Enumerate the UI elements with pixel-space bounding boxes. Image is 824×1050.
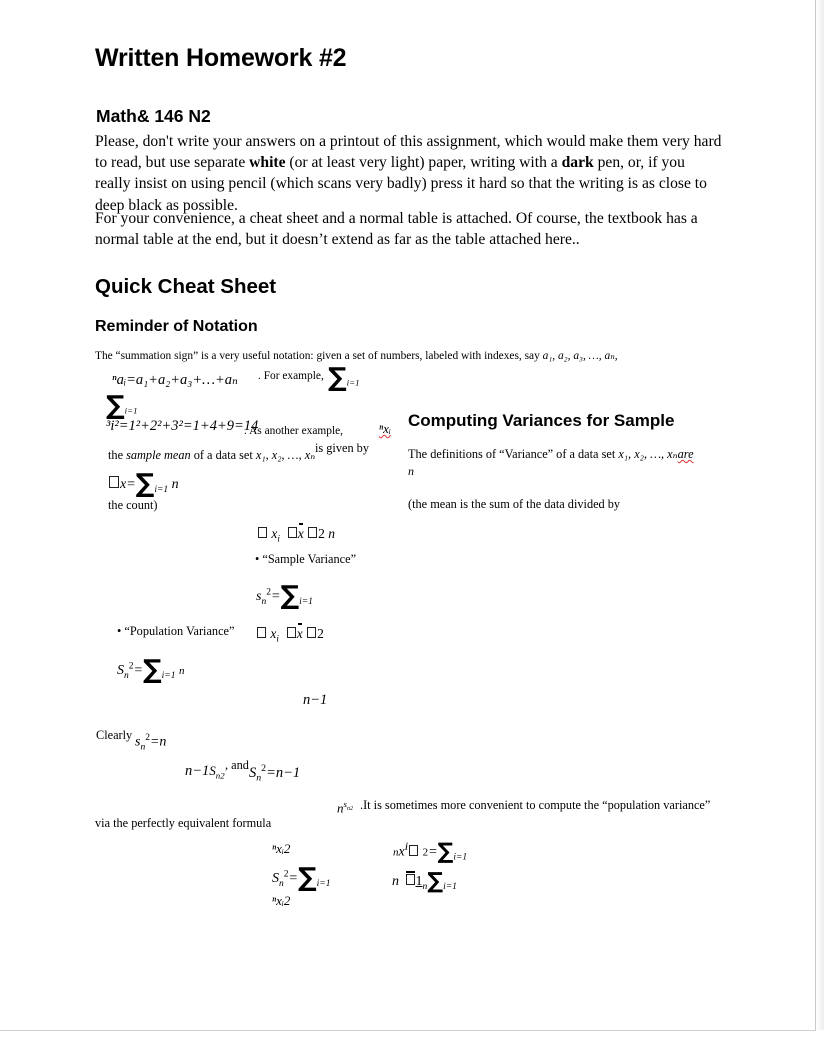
- sigma-group-1: [328, 363, 360, 393]
- fragment-n-x-i: ⁿxᵢ: [379, 421, 391, 436]
- via-formula-text: via the perfectly equivalent formula: [95, 816, 272, 830]
- sigma-subscript: i=1: [443, 881, 457, 892]
- population-variance-label: • “Population Variance”: [117, 624, 235, 638]
- sigma-icon: ∑: [427, 869, 444, 894]
- final-left-bottom: ⁿxᵢ2: [272, 893, 291, 908]
- missing-glyph-box-icon: [258, 527, 267, 538]
- variance-definitions-dataset: x₁, x₂, …, xₙ: [618, 447, 678, 461]
- sigma-subscript: i=1: [453, 852, 468, 863]
- sample-mean-description: [108, 447, 315, 463]
- variance-n-line: n: [408, 464, 414, 478]
- sample-mean-pre: the: [108, 448, 124, 462]
- variance-definitions-post: are: [677, 447, 694, 461]
- missing-glyph-box-icon: [406, 874, 415, 885]
- final-right-frac-n: n: [422, 881, 428, 892]
- page-right-border: [815, 0, 816, 1030]
- as-another-example-label: . As another example,: [244, 425, 344, 437]
- formula-clearly-eq2: $S_n^2=n-1$: [249, 763, 301, 784]
- final-left-top: ⁿxᵢ2: [272, 841, 291, 856]
- final-left-formula: [272, 863, 331, 893]
- sigma-group-2: [106, 391, 138, 421]
- formula-sample-mean: [108, 469, 179, 499]
- sample-mean-emphasis: sample mean: [126, 448, 191, 462]
- final-left-lhs: $S_n^2=$: [272, 869, 298, 889]
- sigma-subscript: i=1: [316, 878, 331, 889]
- page-right-shadow: [816, 0, 824, 1030]
- sigma-icon: ∑: [328, 363, 347, 393]
- population-variance-n: n: [178, 665, 185, 677]
- mean-note-text: (the mean is the sum of the data divided by: [408, 497, 621, 511]
- population-variance-lhs: $S_n^2=$: [117, 661, 143, 681]
- for-example-label: . For example,: [258, 370, 324, 382]
- instructions-part-c: pen, or, if you really insist on using pencil (which scans very badly) press it hard so that the writing is as close to deep black as possible.: [95, 154, 707, 214]
- fragment-xi-x-2: [256, 625, 324, 644]
- instructions-part-b: (or at least very light) paper, writing with a: [285, 154, 562, 172]
- course-subtitle: Math& 146 N2: [96, 106, 211, 126]
- and-label: , and: [225, 758, 249, 772]
- missing-glyph-box-icon: [307, 627, 316, 638]
- notation-intro-text: [95, 349, 670, 364]
- instructions-bold-dark: dark: [561, 154, 594, 172]
- formula-n-sn2: $n^{s_{n2}}$: [337, 799, 353, 816]
- fragment-xi-x-2n: [257, 525, 335, 544]
- x-bar: x: [296, 626, 303, 641]
- mean-formula-lhs: x=: [120, 477, 136, 492]
- notation-index-list: a₁, a₂, a₃, …, aₙ,: [542, 350, 618, 362]
- attachment-paragraph: For your convenience, a cheat sheet and a normal table is attached. Of course, the textbook has a normal table at the end, but it doesn’t extend as far as the table attached here..: [95, 210, 698, 249]
- formula-clearly-eq1-rhs: $n-1S_{n2}$: [185, 763, 225, 781]
- page-title: Written Homework #2: [95, 44, 347, 72]
- overbar-group: [405, 873, 416, 890]
- instructions-part-a: Please, don't write your answers on a printout of this assignment, which would make them very hard to read, but use separate: [95, 133, 722, 172]
- subsection-title-variances: Computing Variances for Sample: [408, 411, 675, 430]
- convenient-note-text: .It is sometimes more convenient to compute the “population variance”: [360, 798, 711, 812]
- final-right-exp-2: 2: [422, 846, 429, 859]
- sigma-subscript: i=1: [346, 377, 360, 388]
- sigma-subscript: i=1: [161, 670, 176, 681]
- frag-xi: $x_i$: [271, 526, 280, 544]
- sigma-icon: ∑: [106, 391, 125, 421]
- missing-glyph-box-icon: [308, 527, 317, 538]
- sigma-icon: ∑: [297, 863, 317, 893]
- missing-glyph-box-icon: [409, 845, 418, 856]
- instructions-paragraph: [95, 131, 723, 216]
- final-right-sup-n: n: [393, 846, 399, 859]
- is-given-by-label: is given by: [315, 441, 369, 455]
- formula-clearly-eq1-lhs: $s_n^2=n$: [135, 733, 167, 753]
- sigma-icon: ∑: [142, 655, 162, 685]
- final-right-sup-i: i: [404, 839, 409, 853]
- formula-population-variance: [117, 655, 185, 685]
- page-bottom-margin: [0, 1031, 824, 1050]
- sigma-subscript: i=1: [299, 596, 313, 607]
- exponent-2: 2: [318, 526, 325, 541]
- section-title-cheat-sheet: Quick Cheat Sheet: [95, 275, 277, 298]
- variance-definitions-pre: The definitions of “Variance” of a data set: [408, 447, 616, 461]
- missing-glyph-box-icon: [109, 476, 119, 488]
- sigma-subscript: i=1: [154, 484, 169, 495]
- missing-glyph-box-icon: [287, 627, 296, 638]
- variance-definitions-text: [408, 446, 708, 462]
- missing-glyph-box-icon: [288, 527, 297, 538]
- final-right-equals: =: [428, 844, 438, 860]
- final-right-top: $nx^i$ $2=\sum_{i=1}$: [393, 839, 468, 865]
- the-count-label: the count): [108, 498, 158, 512]
- final-right-frac-1: 1: [415, 874, 423, 889]
- formula-sum-definition-text: ⁿaᵢ=a₁+a₂+a₃+…+aₙ: [112, 372, 238, 388]
- sigma-icon: ∑: [135, 469, 155, 499]
- instructions-bold-white: white: [249, 154, 286, 172]
- notation-intro-sentence: The “summation sign” is a very useful notation: given a set of numbers, labeled with indexes, say: [95, 350, 540, 362]
- mean-formula-n: n: [171, 477, 179, 492]
- sample-mean-post: of a data set: [193, 448, 253, 462]
- sample-variance-label: • “Sample Variance”: [255, 552, 357, 566]
- frag-n: n: [328, 526, 335, 541]
- sigma-icon: ∑: [280, 581, 300, 611]
- sigma-subscript: i=1: [124, 405, 138, 416]
- frag-xi: $x_i$: [270, 626, 279, 644]
- formula-sum-definition: [112, 372, 238, 389]
- clearly-label: Clearly: [96, 728, 133, 742]
- formula-example-value: ³i²=1²+2²+3²=1+4+9=14: [106, 418, 259, 434]
- missing-glyph-box-icon: [257, 627, 266, 638]
- sample-mean-dataset: x₁, x₂, …, xₙ: [255, 448, 316, 462]
- formula-sample-variance: [256, 581, 313, 611]
- final-right-bottom: [392, 869, 457, 894]
- x-bar: x: [297, 526, 304, 541]
- exponent-2: 2: [317, 626, 324, 641]
- sample-variance-lhs: $s_n^2=$: [256, 587, 281, 607]
- final-right-n: n: [392, 874, 399, 889]
- sigma-icon: ∑: [437, 839, 454, 865]
- denominator-n-minus-1: n−1: [303, 692, 328, 708]
- subsection-title-notation: Reminder of Notation: [95, 318, 258, 335]
